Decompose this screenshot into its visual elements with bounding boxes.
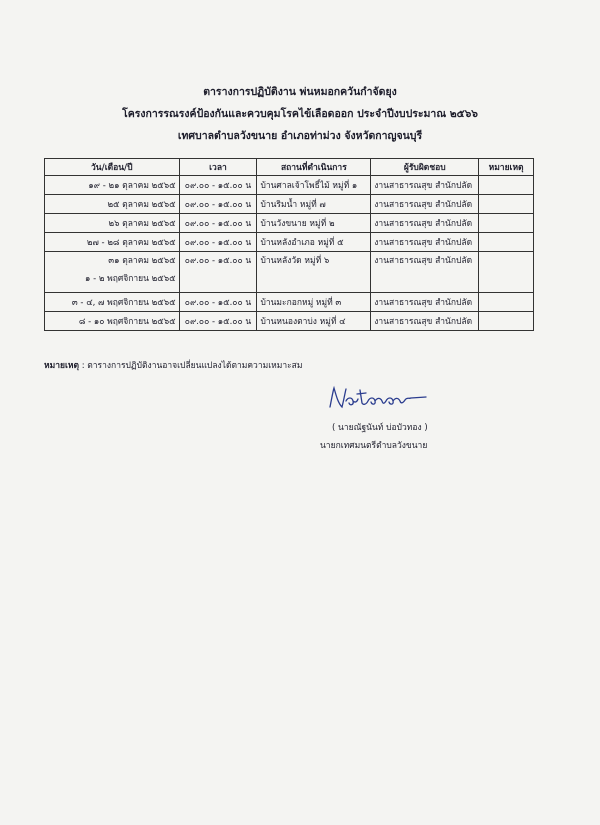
row-date [45, 252, 180, 293]
row-place-text: บ้านหลังวัด หมู่ที่ ๖ [260, 256, 330, 266]
row-time: ๐๙.๐๐ - ๑๕.๐๐ น [179, 233, 257, 252]
signatory-position: นายกเทศมนตรีตำบลวังขนาย [320, 441, 428, 451]
table-row [45, 312, 534, 331]
row-remark [479, 233, 534, 252]
handwritten-signature [324, 383, 434, 413]
row-time: ๐๙.๐๐ - ๑๕.๐๐ น [179, 293, 257, 312]
header-date: วัน/เดือน/ปี [45, 159, 180, 176]
row-responsible: งานสาธารณสุข สำนักปลัด [371, 176, 479, 195]
row-remark [479, 176, 534, 195]
organization-title: เทศบาลตำบลวังขนาย อำเภอท่าม่วง จังหวัดกาญจนบุรี [177, 130, 423, 142]
table-row [45, 293, 534, 312]
row-place: บ้านหนองตาบ่ง หมู่ที่ ๔ [257, 312, 371, 331]
row-date-line-2: ๑ - ๒ พฤศจิกายน ๒๕๖๕ [84, 274, 176, 284]
row-remark [479, 214, 534, 233]
row-place: บ้านศาลเจ้าโพธิ์ไม้ หมู่ที่ ๑ [257, 176, 371, 195]
header-place: สถานที่ดำเนินการ [257, 159, 371, 176]
project-title: โครงการรณรงค์ป้องกันและควบคุมโรคไข้เลือดออก ประจำปีงบประมาณ ๒๕๖๖ [122, 108, 478, 120]
table-row [45, 252, 534, 293]
row-place: บ้านหลังอำเภอ หมู่ที่ ๕ [257, 233, 371, 252]
row-remark [479, 312, 534, 331]
row-date: ๒๖ ตุลาคม ๒๕๖๕ [45, 214, 180, 233]
row-time: ๐๙.๐๐ - ๑๕.๐๐ น [179, 195, 257, 214]
row-responsible: งานสาธารณสุข สำนักปลัด [371, 233, 479, 252]
signatory-name: ( นายณัฐนันท์ บ่อบัวทอง ) [332, 423, 428, 433]
row-date-line-1: ๓๑ ตุลาคม ๒๕๖๕ [108, 256, 176, 266]
row-place [257, 252, 371, 293]
document-title: ตารางการปฏิบัติงาน พ่นหมอกควันกำจัดยุง [203, 86, 397, 98]
row-remark [479, 252, 534, 293]
row-time-text: ๐๙.๐๐ - ๑๕.๐๐ น [184, 256, 252, 266]
row-remark [479, 195, 534, 214]
row-responsible: งานสาธารณสุข สำนักปลัด [371, 195, 479, 214]
row-date: ๒๗ - ๒๘ ตุลาคม ๒๕๖๕ [45, 233, 180, 252]
schedule-table [44, 158, 534, 331]
row-time: ๐๙.๐๐ - ๑๕.๐๐ น [179, 176, 257, 195]
row-place: บ้านมะกอกหมู่ หมู่ที่ ๓ [257, 293, 371, 312]
row-remark [479, 293, 534, 312]
row-time [179, 252, 257, 293]
row-responsible: งานสาธารณสุข สำนักปลัด [371, 312, 479, 331]
footnote [44, 358, 302, 372]
table-row [45, 195, 534, 214]
header-responsible: ผู้รับผิดชอบ [371, 159, 479, 176]
row-time: ๐๙.๐๐ - ๑๕.๐๐ น [179, 214, 257, 233]
row-responsible: งานสาธารณสุข สำนักปลัด [371, 214, 479, 233]
row-time: ๐๙.๐๐ - ๑๕.๐๐ น [179, 312, 257, 331]
row-date: ๘ - ๑๐ พฤศจิกายน ๒๕๖๕ [45, 312, 180, 331]
footnote-label: หมายเหตุ [44, 361, 79, 371]
footnote-text: : ตารางการปฏิบัติงานอาจเปลี่ยนแปลงได้ตามความเหมาะสม [81, 361, 303, 371]
table-row [45, 233, 534, 252]
row-date: ๒๕ ตุลาคม ๒๕๖๕ [45, 195, 180, 214]
row-place: บ้านวังขนาย หมู่ที่ ๒ [257, 214, 371, 233]
header-time: เวลา [179, 159, 257, 176]
row-place: บ้านริมน้ำ หมู่ที่ ๗ [257, 195, 371, 214]
table-row [45, 214, 534, 233]
row-responsible-text: งานสาธารณสุข สำนักปลัด [374, 256, 473, 266]
header-remark: หมายเหตุ [479, 159, 534, 176]
row-responsible [371, 252, 479, 293]
row-date: ๑๙ - ๒๑ ตุลาคม ๒๕๖๕ [45, 176, 180, 195]
table-header-row [45, 159, 534, 176]
table-row [45, 176, 534, 195]
row-responsible: งานสาธารณสุข สำนักปลัด [371, 293, 479, 312]
row-date: ๓ - ๔, ๗ พฤศจิกายน ๒๕๖๕ [45, 293, 180, 312]
